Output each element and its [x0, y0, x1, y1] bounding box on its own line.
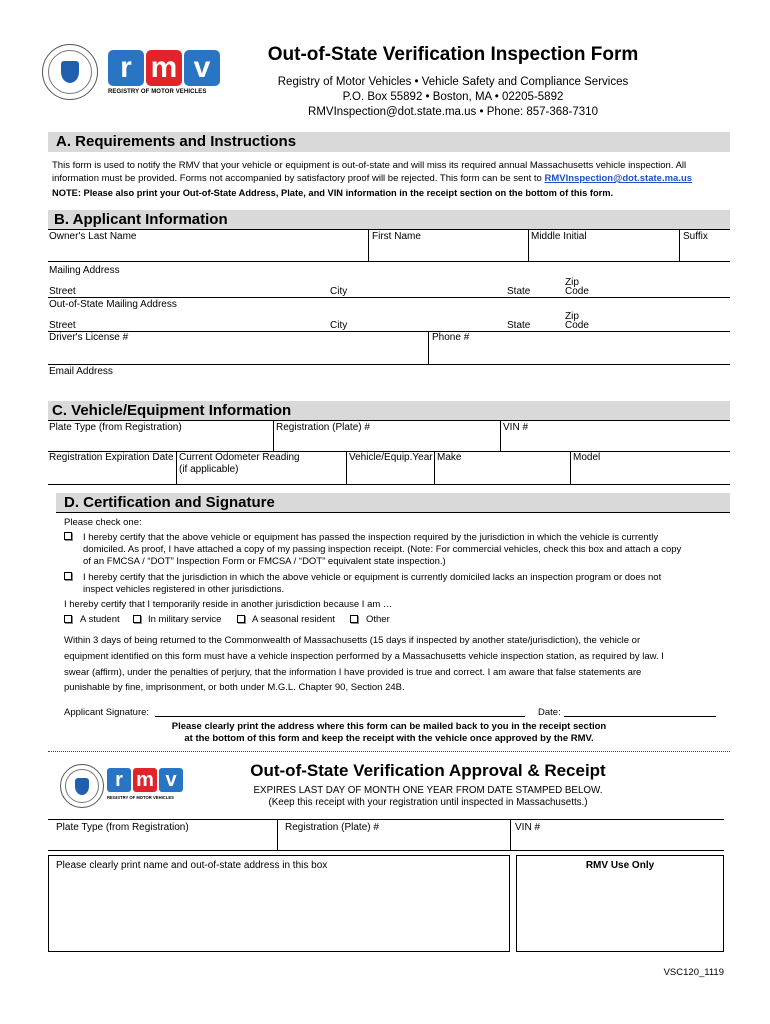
page-title: Out-of-State Verification Inspection Form [267, 44, 639, 65]
cert2-checkbox[interactable] [64, 572, 72, 580]
section-d-header [56, 493, 730, 512]
owner-last-name-label: Owner's Last Name [49, 231, 137, 242]
receipt-rmv-logo-v: v [159, 768, 183, 792]
address-line: P.O. Box 55892 • Boston, MA • 02205-5892 [342, 91, 564, 103]
zip-label-1b: Code [565, 286, 589, 297]
cut-line [48, 751, 730, 752]
cert1-checkbox[interactable] [64, 532, 72, 540]
cert2-line2: inspect vehicles registered in other jurisdictions. [83, 584, 285, 595]
receipt-state-seal-icon [60, 764, 104, 808]
other-checkbox[interactable] [350, 615, 358, 623]
section-a-para2-text: information must be provided. Forms not accompanied by satisfactory proof will be rejected. This form can be sent to [52, 173, 542, 184]
within-line2: equipment identified on this form must have a vehicle inspection performed by a Massachusetts vehicle inspection station, as required by law. I [64, 651, 664, 662]
signature-line[interactable] [155, 716, 525, 717]
zip-label-2b: Code [565, 320, 589, 331]
odometer-label: Current Odometer Reading [179, 452, 300, 463]
model-label: Model [573, 452, 601, 463]
receipt-rmv-logo-caption: REGISTRY OF MOTOR VEHICLES [107, 795, 174, 800]
receipt-vin-label: VIN # [515, 822, 541, 833]
receipt-expires: EXPIRES LAST DAY OF MONTH ONE YEAR FROM DATE STAMPED BELOW. [253, 785, 603, 796]
section-c-title: C. Vehicle/Equipment Information [52, 402, 292, 419]
street-label-2: Street [49, 320, 76, 331]
receipt-plate-type-label: Plate Type (from Registration) [56, 822, 189, 833]
rmv-logo-m: m [146, 50, 182, 86]
make-label: Make [437, 452, 462, 463]
date-line[interactable] [564, 716, 716, 717]
cert1-line2: domiciled. As proof, I have attached a copy of my passing inspection receipt. (Note: For commercial vehicles, check this box and attach a copy [83, 544, 682, 555]
zip-label-2a: Zip [565, 311, 579, 322]
rmv-logo [108, 50, 220, 100]
email-link[interactable]: RMVInspection@dot.state.ma.us [544, 173, 693, 184]
military-checkbox[interactable] [133, 615, 141, 623]
middle-initial-label: Middle Initial [531, 231, 587, 242]
section-d-title: D. Certification and Signature [64, 494, 275, 511]
suffix-label: Suffix [683, 231, 708, 242]
receipt-rmv-logo-m: m [133, 768, 157, 792]
receipt-print-box-label: Please clearly print name and out-of-state address in this box [56, 860, 328, 871]
rmv-logo-caption: REGISTRY OF MOTOR VEHICLES [108, 89, 207, 95]
state-label-2: State [507, 320, 531, 331]
vehicle-year-label: Vehicle/Equip.Year [349, 452, 433, 463]
reg-exp-label: Registration Expiration Date [49, 452, 174, 463]
applicant-signature-label: Applicant Signature: [64, 707, 150, 718]
plate-type-label: Plate Type (from Registration) [49, 422, 182, 433]
receipt-keep: (Keep this receipt with your registration until inspected in Massachusetts.) [268, 797, 588, 808]
oos-mailing-label: Out-of-State Mailing Address [49, 299, 177, 310]
rmv-logo-v: v [184, 50, 220, 86]
rmv-use-only-label: RMV Use Only [585, 860, 655, 871]
within-line4: punishable by fine, imprisonment, or both under M.G.L. Chapter 90, Section 24B. [64, 682, 405, 693]
section-a-para2 [52, 173, 692, 184]
rmv-logo-r: r [108, 50, 144, 86]
seasonal-label: A seasonal resident [252, 614, 335, 625]
mailing-address-label: Mailing Address [49, 265, 120, 276]
other-label: Other [366, 614, 390, 625]
seasonal-checkbox[interactable] [237, 615, 245, 623]
receipt-title: Out-of-State Verification Approval & Receipt [250, 761, 606, 780]
receipt-registration-plate-label: Registration (Plate) # [285, 822, 379, 833]
section-b-header [48, 210, 730, 229]
military-label: In military service [148, 614, 222, 625]
vin-label: VIN # [503, 422, 529, 433]
registration-plate-label: Registration (Plate) # [276, 422, 370, 433]
section-a-note: NOTE: Please also print your Out-of-State Address, Plate, and VIN information in the receipt section on the bottom of this form. [52, 188, 614, 198]
within-line3: swear (affirm), under the penalties of perjury, that the information I have provided is true and correct. I am aware that false statements are [64, 667, 642, 678]
print-note-2: at the bottom of this form and keep the receipt with the vehicle once approved by the RMV. [184, 733, 594, 744]
agency-line: Registry of Motor Vehicles • Vehicle Safety and Compliance Services [277, 76, 629, 88]
city-label-2: City [330, 320, 348, 331]
cert2-line1: I hereby certify that the jurisdiction in which the above vehicle or equipment is currently domiciled lacks an inspection program or does not [83, 572, 662, 583]
drivers-license-label: Driver's License # [49, 332, 129, 343]
first-name-label: First Name [372, 231, 421, 242]
receipt-rmv-logo [107, 768, 187, 806]
student-label: A student [80, 614, 120, 625]
city-label-1: City [330, 286, 348, 297]
print-note-1: Please clearly print the address where this form can be mailed back to you in the receipt section [171, 721, 607, 732]
temp-reside-label: I hereby certify that I temporarily reside in another jurisdiction because I am … [64, 599, 393, 610]
email-address-label: Email Address [49, 366, 113, 377]
street-label-1: Street [49, 286, 76, 297]
section-a-para1: This form is used to notify the RMV that your vehicle or equipment is out-of-state and will miss its required annual Massachusetts vehicle inspection. All [52, 160, 687, 171]
odometer-sub-label: (if applicable) [179, 464, 239, 475]
state-label-1: State [507, 286, 531, 297]
section-b-title: B. Applicant Information [54, 211, 228, 228]
section-c-header [48, 401, 730, 420]
within-line1: Within 3 days of being returned to the Commonwealth of Massachusetts (15 days if inspected by another state/jurisdiction), the vehicle or [64, 635, 641, 646]
section-a-title: A. Requirements and Instructions [56, 133, 297, 150]
contact-line: RMVInspection@dot.state.ma.us • Phone: 857-368-7310 [308, 106, 598, 118]
state-seal-icon [42, 44, 98, 100]
cert1-line3: of an FMCSA / “DOT” Inspection Form or FMCSA / “DOT” equivalent state inspection.) [83, 556, 446, 567]
zip-label-1a: Zip [565, 277, 579, 288]
receipt-rmv-logo-r: r [107, 768, 131, 792]
student-checkbox[interactable] [64, 615, 72, 623]
section-a-header [48, 132, 730, 152]
phone-label: Phone # [432, 332, 470, 343]
form-id: VSC120_1119 [663, 967, 724, 978]
cert1-line1: I hereby certify that the above vehicle or equipment has passed the inspection required by the jurisdiction in which the vehicle is currently [83, 532, 659, 543]
check-one-label: Please check one: [64, 517, 142, 528]
date-label: Date: [538, 707, 561, 718]
